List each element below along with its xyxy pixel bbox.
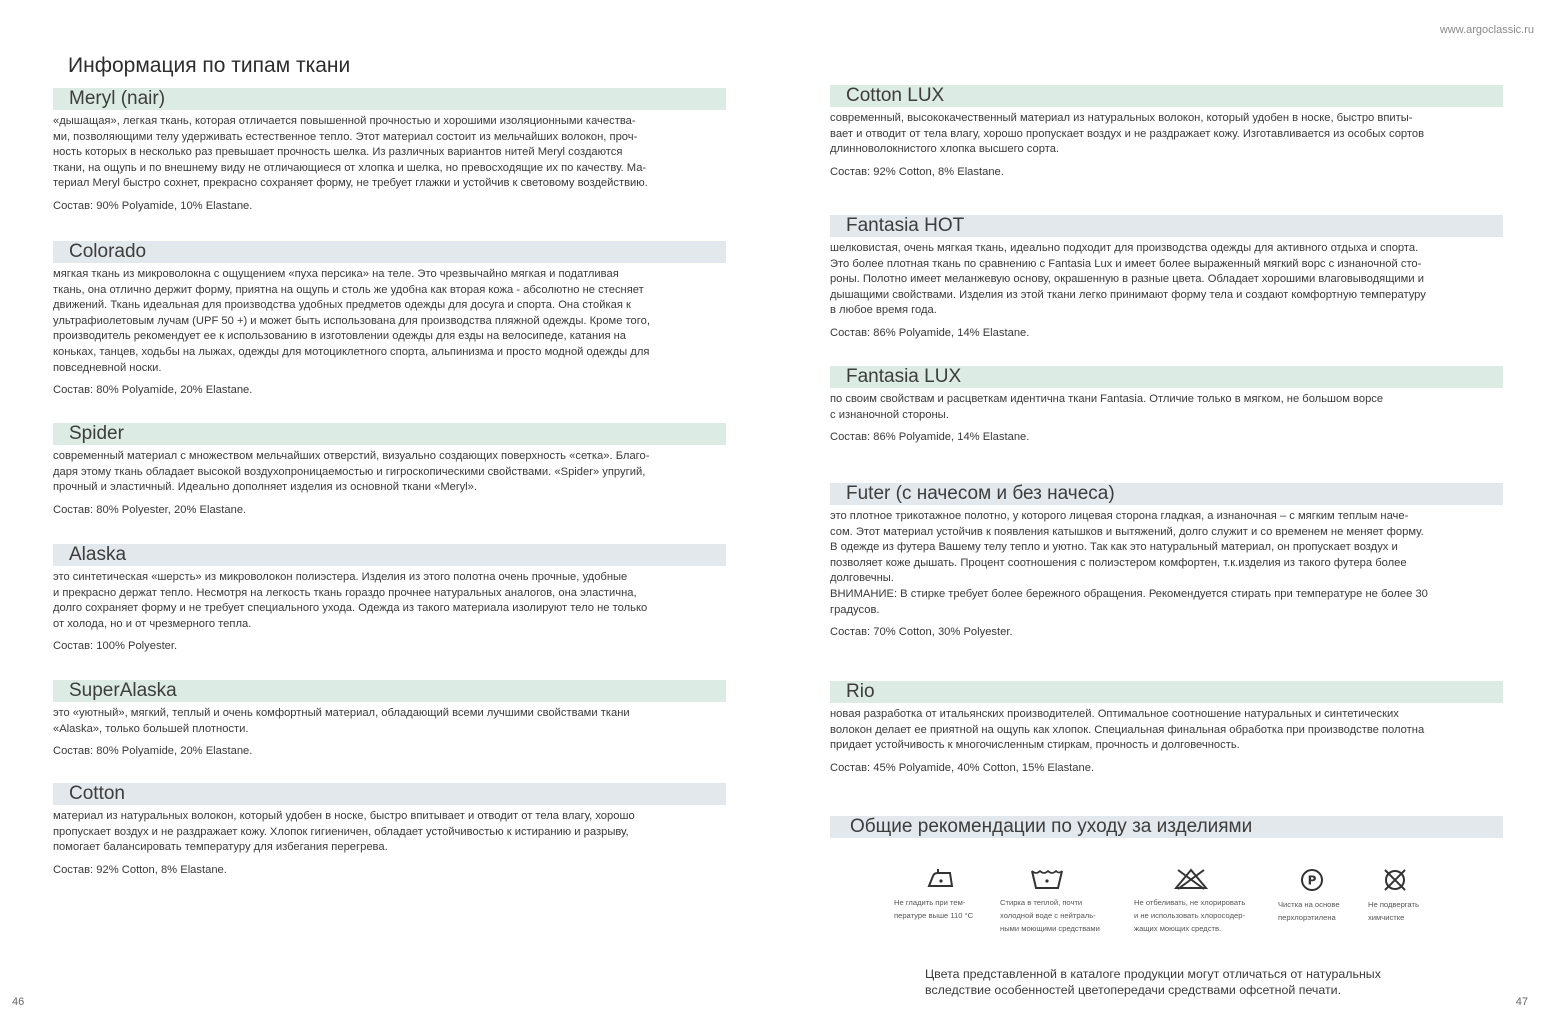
fabric-description: современный, высококачественный материал из натуральных волокон, который удобен в носке, быстро впиты- вает и отводит от тела влагу, хорошо пропускает воздух и не раздражает кожу. Изготавливается из особых сортов длинноволокнистого хлопка высшего сорта. [830, 112, 1425, 156]
dry-clean-symbol: P [1307, 873, 1317, 888]
fabric-composition: Состав: 80% Polyamide, 20% Elastane. [53, 745, 253, 758]
fabric-description: это «уютный», мягкий, теплый и очень комфортный материал, обладающий всеми лучшими свойствами ткани «Alaska», только большей плотности. [53, 707, 630, 735]
care-caption: Не отбеливать, не хлорировать и не использовать хлоросодер- жащих моющих средств. [1134, 898, 1246, 933]
fabric-meryl [53, 88, 726, 214]
fabric-colorado [53, 241, 726, 398]
no-tumble-dry-icon [1382, 868, 1419, 892]
fabric-title: Spider [53, 423, 726, 445]
page-number-right: 47 [1515, 996, 1528, 1008]
fabric-title: Fantasia HOT [830, 215, 1503, 237]
fabric-title: Fantasia LUX [830, 366, 1503, 388]
fabric-futer [830, 483, 1503, 640]
fabric-description: по своим свойствам и расцветкам идентична ткани Fantasia. Отличие только в мягком, не большом ворсе с изнаночной стороны. [830, 393, 1384, 421]
fabric-description: это плотное трикотажное полотно, у которого лицевая сторона гладкая, а изнаночная – с мягким теплым наче- сом. Этот материал устойчив к появления катышков и вытяжений, долго служит и со временем не меняет форму. В одежде из футера Вашему телу тепло и уютно. Так как это натуральный материал, он пропускает воздух и позволяет коже дышать. Процент соотношения с полиэстером комфортен, т.к.изделия из такого футера более долговечны. ВНИМАНИЕ: В стирке требует более бережного обращения. Рекомендуется стирать при температуре не более 30 градусов. [830, 510, 1428, 616]
site-url: www.argoclassic.ru [1439, 24, 1534, 36]
dry-clean-p-icon [1300, 868, 1340, 892]
fabric-title: Alaska [53, 544, 726, 566]
care-item-wash [1000, 868, 1100, 935]
fabric-fantasia-lux [830, 366, 1503, 445]
fabric-description: это синтетическая «шерсть» из микроволокон полиэстера. Изделия из этого полотна очень прочные, удобные и прекрасно держат тепло. Несмотря на легкость ткань гораздо прочнее натуральных аналогов, она эластична, долго сохраняет форму и не требует специального ухода. Одежда из такого материала изолируют тело не только от холода, но и от чрезмерного тепла. [53, 571, 648, 630]
no-bleach-icon [1174, 868, 1245, 890]
page-number-left: 46 [12, 996, 25, 1008]
care-item-dry-clean [1278, 868, 1340, 924]
fabric-title: Cotton [53, 783, 726, 805]
care-caption: Чистка на основе перхлорэтилена [1278, 900, 1340, 922]
care-item-iron [894, 868, 973, 922]
fabric-description: современный материал с множеством мельчайших отверстий, визуально создающих поверхность «сетка». Благо- даря этому ткань обладает высокой воздухопроницаемостью и гигроскопическими свойствами. «Spider» упругий, прочный и эластичный. Идеально дополняет изделия из основной ткани «Meryl». [53, 450, 650, 494]
fabric-title: Futer (с начесом и без начеса) [830, 483, 1503, 505]
fabric-composition: Состав: 70% Cotton, 30% Polyester. [830, 626, 1013, 639]
care-icons [890, 868, 1470, 948]
fabric-fantasia-hot [830, 215, 1503, 341]
care-item-no-chemical [1368, 868, 1419, 924]
care-caption: Стирка в теплой, почти холодной воде с нейтраль- ными моющими средствами [1000, 898, 1100, 933]
iron-icon [926, 868, 973, 890]
fabric-composition: Состав: 80% Polyester, 20% Elastane. [53, 503, 247, 516]
fabric-title: Rio [830, 681, 1503, 703]
fabric-description: «дышащая», легкая ткань, которая отличается повышенной прочностью и хорошими изоляционными качества- ми, позволяющими телу удерживать естественное тепло. Этот материал состоит из мельчайших волокон, проч- ность которых в несколько раз превышает прочность шелка. Из различных вариантов нитей Meryl создаются ткани, на ощупь и по внешнему виду не отличающиеся от хлопка и шелка, но превосходящие их по качеству. Ма- териал Meryl быстро сохнет, прекрасно сохраняет форму, не требует глажки и устойчив к световому воздействию. [53, 115, 648, 190]
fabric-composition: Состав: 90% Polyamide, 10% Elastane. [53, 199, 253, 212]
fabric-cotton [53, 783, 726, 878]
care-title: Общие рекомендации по уходу за изделиями [830, 816, 1503, 838]
fabric-composition: Состав: 86% Polyamide, 14% Elastane. [830, 431, 1030, 444]
fabric-composition: Состав: 80% Polyamide, 20% Elastane. [53, 384, 253, 397]
fabric-rio [830, 681, 1503, 776]
fabric-title: SuperAlaska [53, 680, 726, 702]
fabric-description: шелковистая, очень мягкая ткань, идеально подходит для производства одежды для активного отдыха и спорта. Это более плотная ткань по сравнению с Fantasia Lux и имеет более выраженный мягкий ворс с изнаночной сто- роны. Полотно имеет меланжевую основу, окрашенную в разные цвета. Обладает хорошими влаговыводящими и дышащими свойствами. Изделия из этой ткани легко принимают форму тела и создают комфортную температуру в любое время года. [830, 242, 1426, 317]
fabric-composition: Состав: 92% Cotton, 8% Elastane. [830, 165, 1004, 178]
fabric-title: Cotton LUX [830, 85, 1503, 107]
wash-tub-icon [1030, 868, 1100, 890]
care-item-no-bleach [1134, 868, 1245, 935]
fabric-composition: Состав: 100% Polyester. [53, 640, 178, 653]
fabric-title: Meryl (nair) [53, 88, 726, 110]
fabric-description: мягкая ткань из микроволокна с ощущением «пуха персика» на теле. Это чрезвычайно мягкая и податливая ткань, она отлично держит форму, приятна на ощупь и столь же удобна как вторая кожа - абсолютно не стесняет движений. Ткань идеальная для производства удобных предметов одежды для досуга и спорта. Она стойкая к ультрафиолетовым лучам (UPF 50 +) и может быть использована для производства пляжной одежды. Кроме того, производитель рекомендует ее к использованию в изготовлении одежды для езды на велосипеде, катания на коньках, танцев, ходьбы на лыжах, одежды для мотоциклетного спорта, альпинизма и просто модной одежды для повседневной носки. [53, 268, 650, 374]
fabric-title: Colorado [53, 241, 726, 263]
fabric-description: материал из натуральных волокон, который удобен в носке, быстро впитывает и отводит от тела влагу, хорошо пропускает воздух и не раздражает кожу. Хлопок гигиеничен, обладает устойчивостью к истиранию и разрыву, помогает балансировать температуру для избегания перегрева. [53, 810, 635, 854]
care-caption: Не гладить при тем- пературе выше 110 °С [894, 898, 974, 920]
fabric-cotton-lux [830, 85, 1503, 180]
fabric-spider [53, 423, 726, 518]
fabric-composition: Состав: 92% Cotton, 8% Elastane. [53, 863, 227, 876]
fabric-composition: Состав: 86% Polyamide, 14% Elastane. [830, 326, 1030, 339]
fabric-alaska [53, 544, 726, 654]
care-section [830, 816, 1503, 838]
fabric-composition: Состав: 45% Polyamide, 40% Cotton, 15% Elastane. [830, 761, 1095, 774]
page-title: Информация по типам ткани [68, 54, 351, 77]
color-disclaimer: Цвета представленной в каталоге продукции могут отличаться от натуральных вследствие особенностей цветопередачи средствами офсетной печати. [925, 967, 1381, 997]
fabric-superalaska [53, 680, 726, 759]
fabric-description: новая разработка от итальянских производителей. Оптимальное соотношение натуральных и синтетических волокон делает ее приятной на ощупь как хлопок. Специальная финальная обработка при производстве полотна придает устойчивость к многочисленным стиркам, прочность и долговечность. [830, 708, 1425, 752]
care-caption: Не подвергать химчистке [1368, 900, 1419, 922]
